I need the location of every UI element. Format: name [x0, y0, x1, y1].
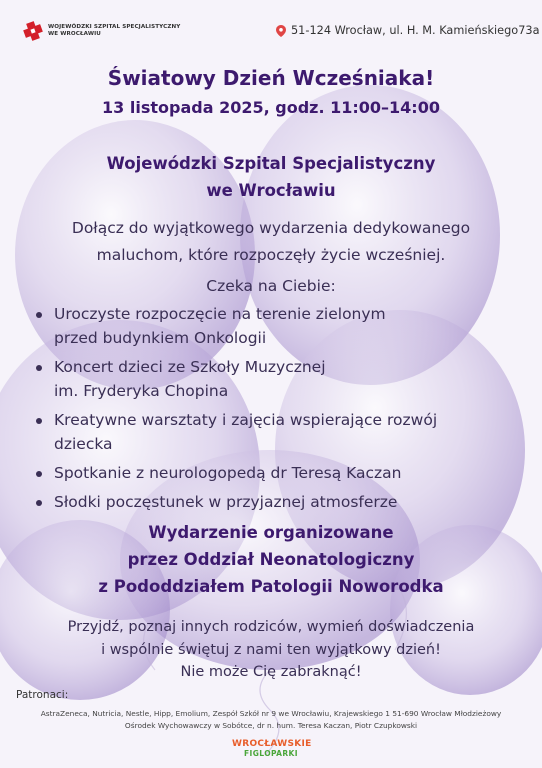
closing-text	[0, 616, 542, 684]
bullet-dot-icon	[36, 471, 42, 477]
program-item	[36, 490, 516, 514]
program-item-line-2: im. Fryderyka Chopina	[54, 382, 229, 400]
closing-line-3: Nie może Cię zabraknąć!	[180, 664, 362, 680]
program-heading: Czeka na Ciebie:	[206, 277, 336, 295]
program-item	[36, 461, 516, 485]
patrons-list	[0, 708, 542, 732]
invitation-line-1: Dołącz do wyjątkowego wydarzenia dedykowanego	[71, 219, 471, 237]
logo-line-1: WOJEWÓDZKI SZPITAL SPECJALISTYCZNY	[48, 24, 181, 31]
program-item-line-1: Kreatywne warsztaty i zajęcia wspierające rozwój	[54, 411, 438, 429]
closing-line-2: i wspólnie świętuj z nami ten wyjątkowy dzień!	[101, 641, 441, 658]
address	[276, 24, 540, 37]
patrons-line-1: AstraZeneca, Nutricia, Nestle, Hipp, Emolium, Zespół Szkół nr 9 we Wrocławiu, Krajewskiego 1 51-690 Wrocław Młodzieżowy	[40, 709, 502, 718]
hospital-logo	[22, 20, 180, 42]
program-list	[36, 302, 516, 519]
hospital-name	[0, 150, 542, 204]
invitation-text	[0, 215, 542, 269]
organizer-line-2: przez Oddział Neonatologiczny	[127, 550, 415, 569]
hospital-cross-logo-icon	[22, 20, 44, 42]
program-item-line-2: przed budynkiem Onkologii	[54, 329, 267, 347]
address-text: 51-124 Wrocław, ul. H. M. Kamieńskiego73a	[291, 24, 540, 37]
program-item-line-1: Spotkanie z neurologopedą dr Teresą Kaczan	[54, 464, 402, 482]
program-item-line-2: dziecka	[54, 435, 113, 453]
organizer-line-3: z Pododdziałem Patologii Noworodka	[98, 577, 444, 596]
closing-line-1: Przyjdź, poznaj innych rodziców, wymień doświadczenia	[67, 619, 475, 635]
invitation-line-2: maluchom, które rozpoczęły życie wcześniej.	[96, 246, 446, 264]
patrons-label: Patronaci:	[16, 689, 69, 701]
program-item	[36, 302, 516, 350]
figloparki-logo-line-2: FIGLOPARKI	[244, 749, 298, 758]
hospital-name-line-2: we Wrocławiu	[206, 181, 336, 200]
patrons-line-2: Ośrodek Wychowawczy w Sobótce, dr n. hum. Teresa Kaczan, Piotr Czupkowski	[124, 720, 418, 730]
bullet-dot-icon	[36, 365, 42, 371]
figloparki-logo	[232, 739, 310, 763]
program-item	[36, 355, 516, 403]
bullet-dot-icon	[36, 312, 42, 318]
event-title: Światowy Dzień Wcześniaka!	[107, 66, 435, 90]
program-item-line-1: Koncert dzieci ze Szkoły Muzycznej	[54, 358, 326, 376]
header	[0, 0, 542, 50]
event-date: 13 listopada 2025, godz. 11:00–14:00	[102, 98, 440, 117]
program-item	[36, 408, 516, 456]
bullet-dot-icon	[36, 500, 42, 506]
figloparki-logo-line-1: WROCŁAWSKIE	[232, 739, 312, 749]
location-pin-icon	[276, 25, 286, 37]
hospital-name-line-1: Wojewódzki Szpital Specjalistyczny	[106, 154, 436, 173]
logo-line-2: WE WROCŁAWIU	[48, 31, 101, 37]
program-item-line-1: Słodki poczęstunek w przyjaznej atmosferze	[54, 493, 398, 511]
logo-text	[48, 24, 180, 37]
organizer-line-1: Wydarzenie organizowane	[148, 523, 394, 542]
organizer	[0, 519, 542, 600]
program-item-line-1: Uroczyste rozpoczęcie na terenie zielonym	[54, 305, 386, 323]
bullet-dot-icon	[36, 418, 42, 424]
